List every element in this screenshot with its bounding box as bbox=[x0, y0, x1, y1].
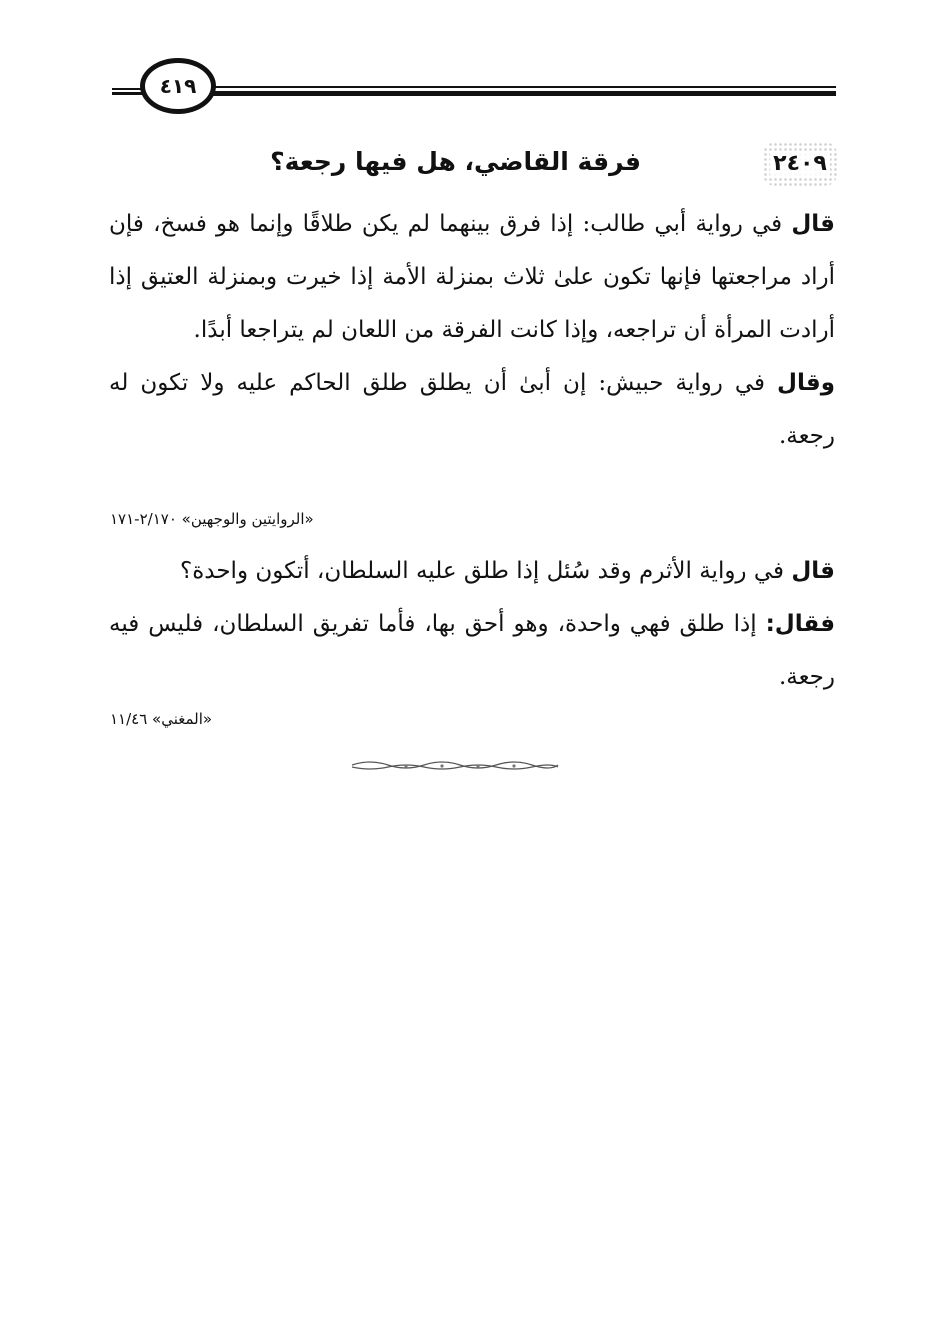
text-block-1 bbox=[109, 198, 835, 463]
paragraph bbox=[109, 545, 835, 598]
paragraph-lead: قال bbox=[791, 558, 835, 584]
citation: «المغني» ١١/٤٦ bbox=[110, 710, 213, 728]
header-rule bbox=[112, 86, 836, 100]
paragraph-lead: وقال bbox=[777, 370, 835, 396]
paragraph-text: في رواية الأثرم وقد سُئل إذا طلق عليه السلطان، أتكون واحدة؟ bbox=[180, 558, 792, 584]
paragraph bbox=[109, 598, 835, 704]
paragraph-lead: قال bbox=[791, 211, 835, 237]
entry-number: ٢٤٠٩ bbox=[770, 152, 830, 176]
entry-heading bbox=[113, 140, 837, 188]
page-number: ٤١٩ bbox=[159, 74, 197, 98]
entry-title: فرقة القاضي، هل فيها رجعة؟ bbox=[270, 147, 641, 176]
entry-number-badge bbox=[763, 142, 837, 186]
paragraph-text: إذا طلق فهي واحدة، وهو أحق بها، فأما تفريق السلطان، فليس فيه رجعة. bbox=[109, 611, 835, 690]
page-number-badge bbox=[140, 58, 216, 114]
paragraph-lead: فقال: bbox=[765, 611, 835, 637]
citation: «الروايتين والوجهين» ٢/١٧٠-١٧١ bbox=[110, 510, 314, 528]
paragraph bbox=[109, 198, 835, 357]
paragraph bbox=[109, 357, 835, 463]
paragraph-text: في رواية أبي طالب: إذا فرق بينهما لم يكن طلاقًا وإنما هو فسخ، فإن أراد مراجعتها فإنها تكون علىٰ ثلاث بمنزلة الأمة إذا خيرت وبمنزلة العتيق إذا أرادت المرأة أن تراجعه، وإذا كانت الفرقة من اللعان لم يتراجعا أبدًا. bbox=[109, 211, 835, 343]
paragraph-text: في رواية حبيش: إن أبىٰ أن يطلق طلق الحاكم عليه ولا تكون له رجعة. bbox=[109, 370, 835, 449]
section-divider-ornament bbox=[350, 757, 560, 773]
text-block-2 bbox=[109, 545, 835, 704]
